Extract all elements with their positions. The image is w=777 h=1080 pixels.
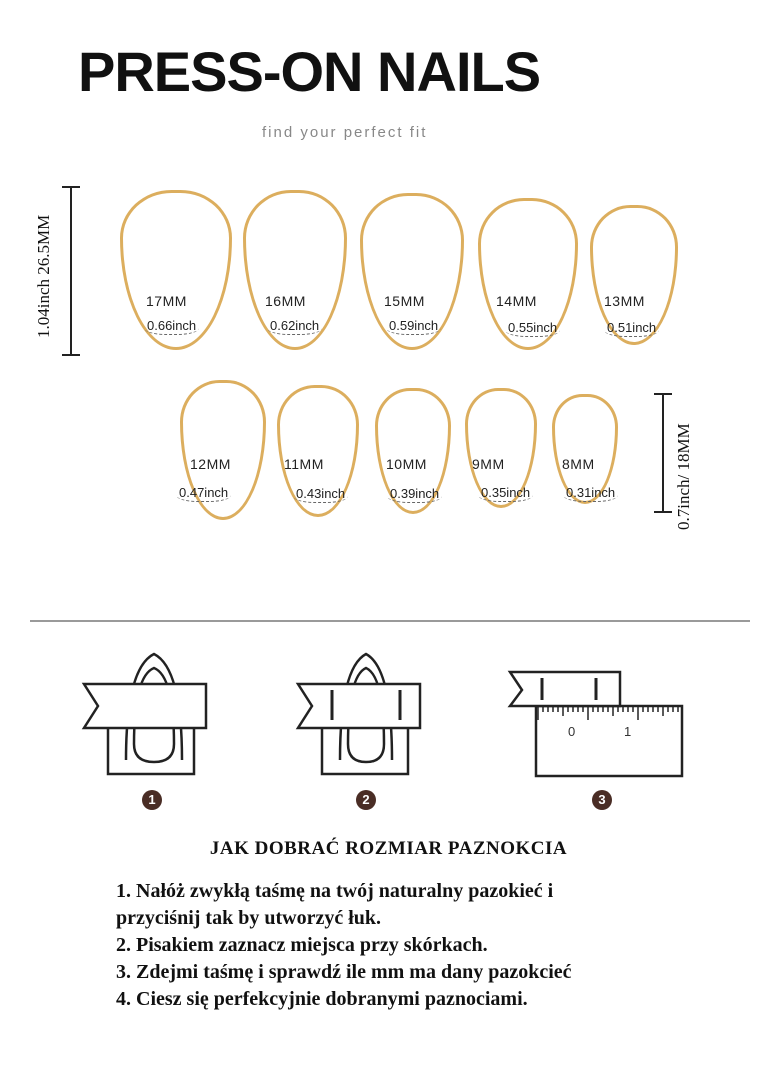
length-ruler-short-cap-bottom xyxy=(654,511,672,513)
length-ruler-cap-bottom xyxy=(62,354,80,356)
nail-inch-label: 0.66inch xyxy=(144,318,199,335)
step-3-illustration xyxy=(510,672,682,776)
instruction-line: 3. Zdejmi taśmę i sprawdź ile mm ma dany pazokcieć xyxy=(116,961,572,983)
nail-mm-label: 8MM xyxy=(562,456,595,472)
nail-mm-label: 10MM xyxy=(386,456,427,472)
nail-inch-label: 0.31inch xyxy=(563,485,618,502)
length-ruler-short xyxy=(662,393,664,513)
nail-mm-label: 13MM xyxy=(604,293,645,309)
nail-inch-label: 0.35inch xyxy=(478,485,533,502)
length-ruler-short-cap-top xyxy=(654,393,672,395)
length-ruler-cap-top xyxy=(62,186,80,188)
step-number-badge: 2 xyxy=(356,790,376,810)
ruler-label-1: 1 xyxy=(624,724,632,739)
nail-inch-label: 0.47inch xyxy=(176,485,231,502)
nail-inch-label: 0.59inch xyxy=(386,318,441,335)
nail-inch-label: 0.39inch xyxy=(387,486,442,503)
instructions-heading: JAK DOBRAĆ ROZMIAR PAZNOKCIA xyxy=(209,838,568,859)
nail-mm-label: 14MM xyxy=(496,293,537,309)
nail-mm-label: 16MM xyxy=(265,293,306,309)
instruction-line: 1. Nałóż zwykłą taśmę na twój naturalny pazokieć i xyxy=(116,880,554,902)
instruction-line: przyciśnij tak by utworzyć łuk. xyxy=(116,907,381,929)
instructions-list xyxy=(116,878,736,1013)
subtitle: find your perfect fit xyxy=(262,124,428,141)
instruction-line: 2. Pisakiem zaznacz miejsca przy skórkach. xyxy=(116,934,488,956)
instruction-line: 4. Ciesz się perfekcyjnie dobranymi paznociami. xyxy=(116,988,528,1010)
length-label-short: 0.7inch/ 18MM xyxy=(674,423,693,530)
step-number-badge: 1 xyxy=(142,790,162,810)
step-1-illustration xyxy=(84,654,206,774)
nail-mm-label: 9MM xyxy=(472,456,505,472)
length-label-long: 1.04inch 26.5MM xyxy=(34,214,53,338)
nail-inch-label: 0.51inch xyxy=(604,320,659,337)
nail-mm-label: 12MM xyxy=(190,456,231,472)
page-title: PRESS-ON NAILS xyxy=(78,40,541,103)
nail-inch-label: 0.62inch xyxy=(267,318,322,335)
nail-mm-label: 15MM xyxy=(384,293,425,309)
step-2-illustration xyxy=(298,654,420,774)
ruler-label-0: 0 xyxy=(568,724,576,739)
nail-mm-label: 17MM xyxy=(146,293,187,309)
step-number-badge: 3 xyxy=(592,790,612,810)
nail-mm-label: 11MM xyxy=(284,456,324,472)
length-ruler-long xyxy=(70,186,72,356)
nail-inch-label: 0.43inch xyxy=(293,486,348,503)
nail-inch-label: 0.55inch xyxy=(505,320,560,337)
measuring-steps-illustration xyxy=(60,640,700,790)
section-divider xyxy=(30,620,750,622)
